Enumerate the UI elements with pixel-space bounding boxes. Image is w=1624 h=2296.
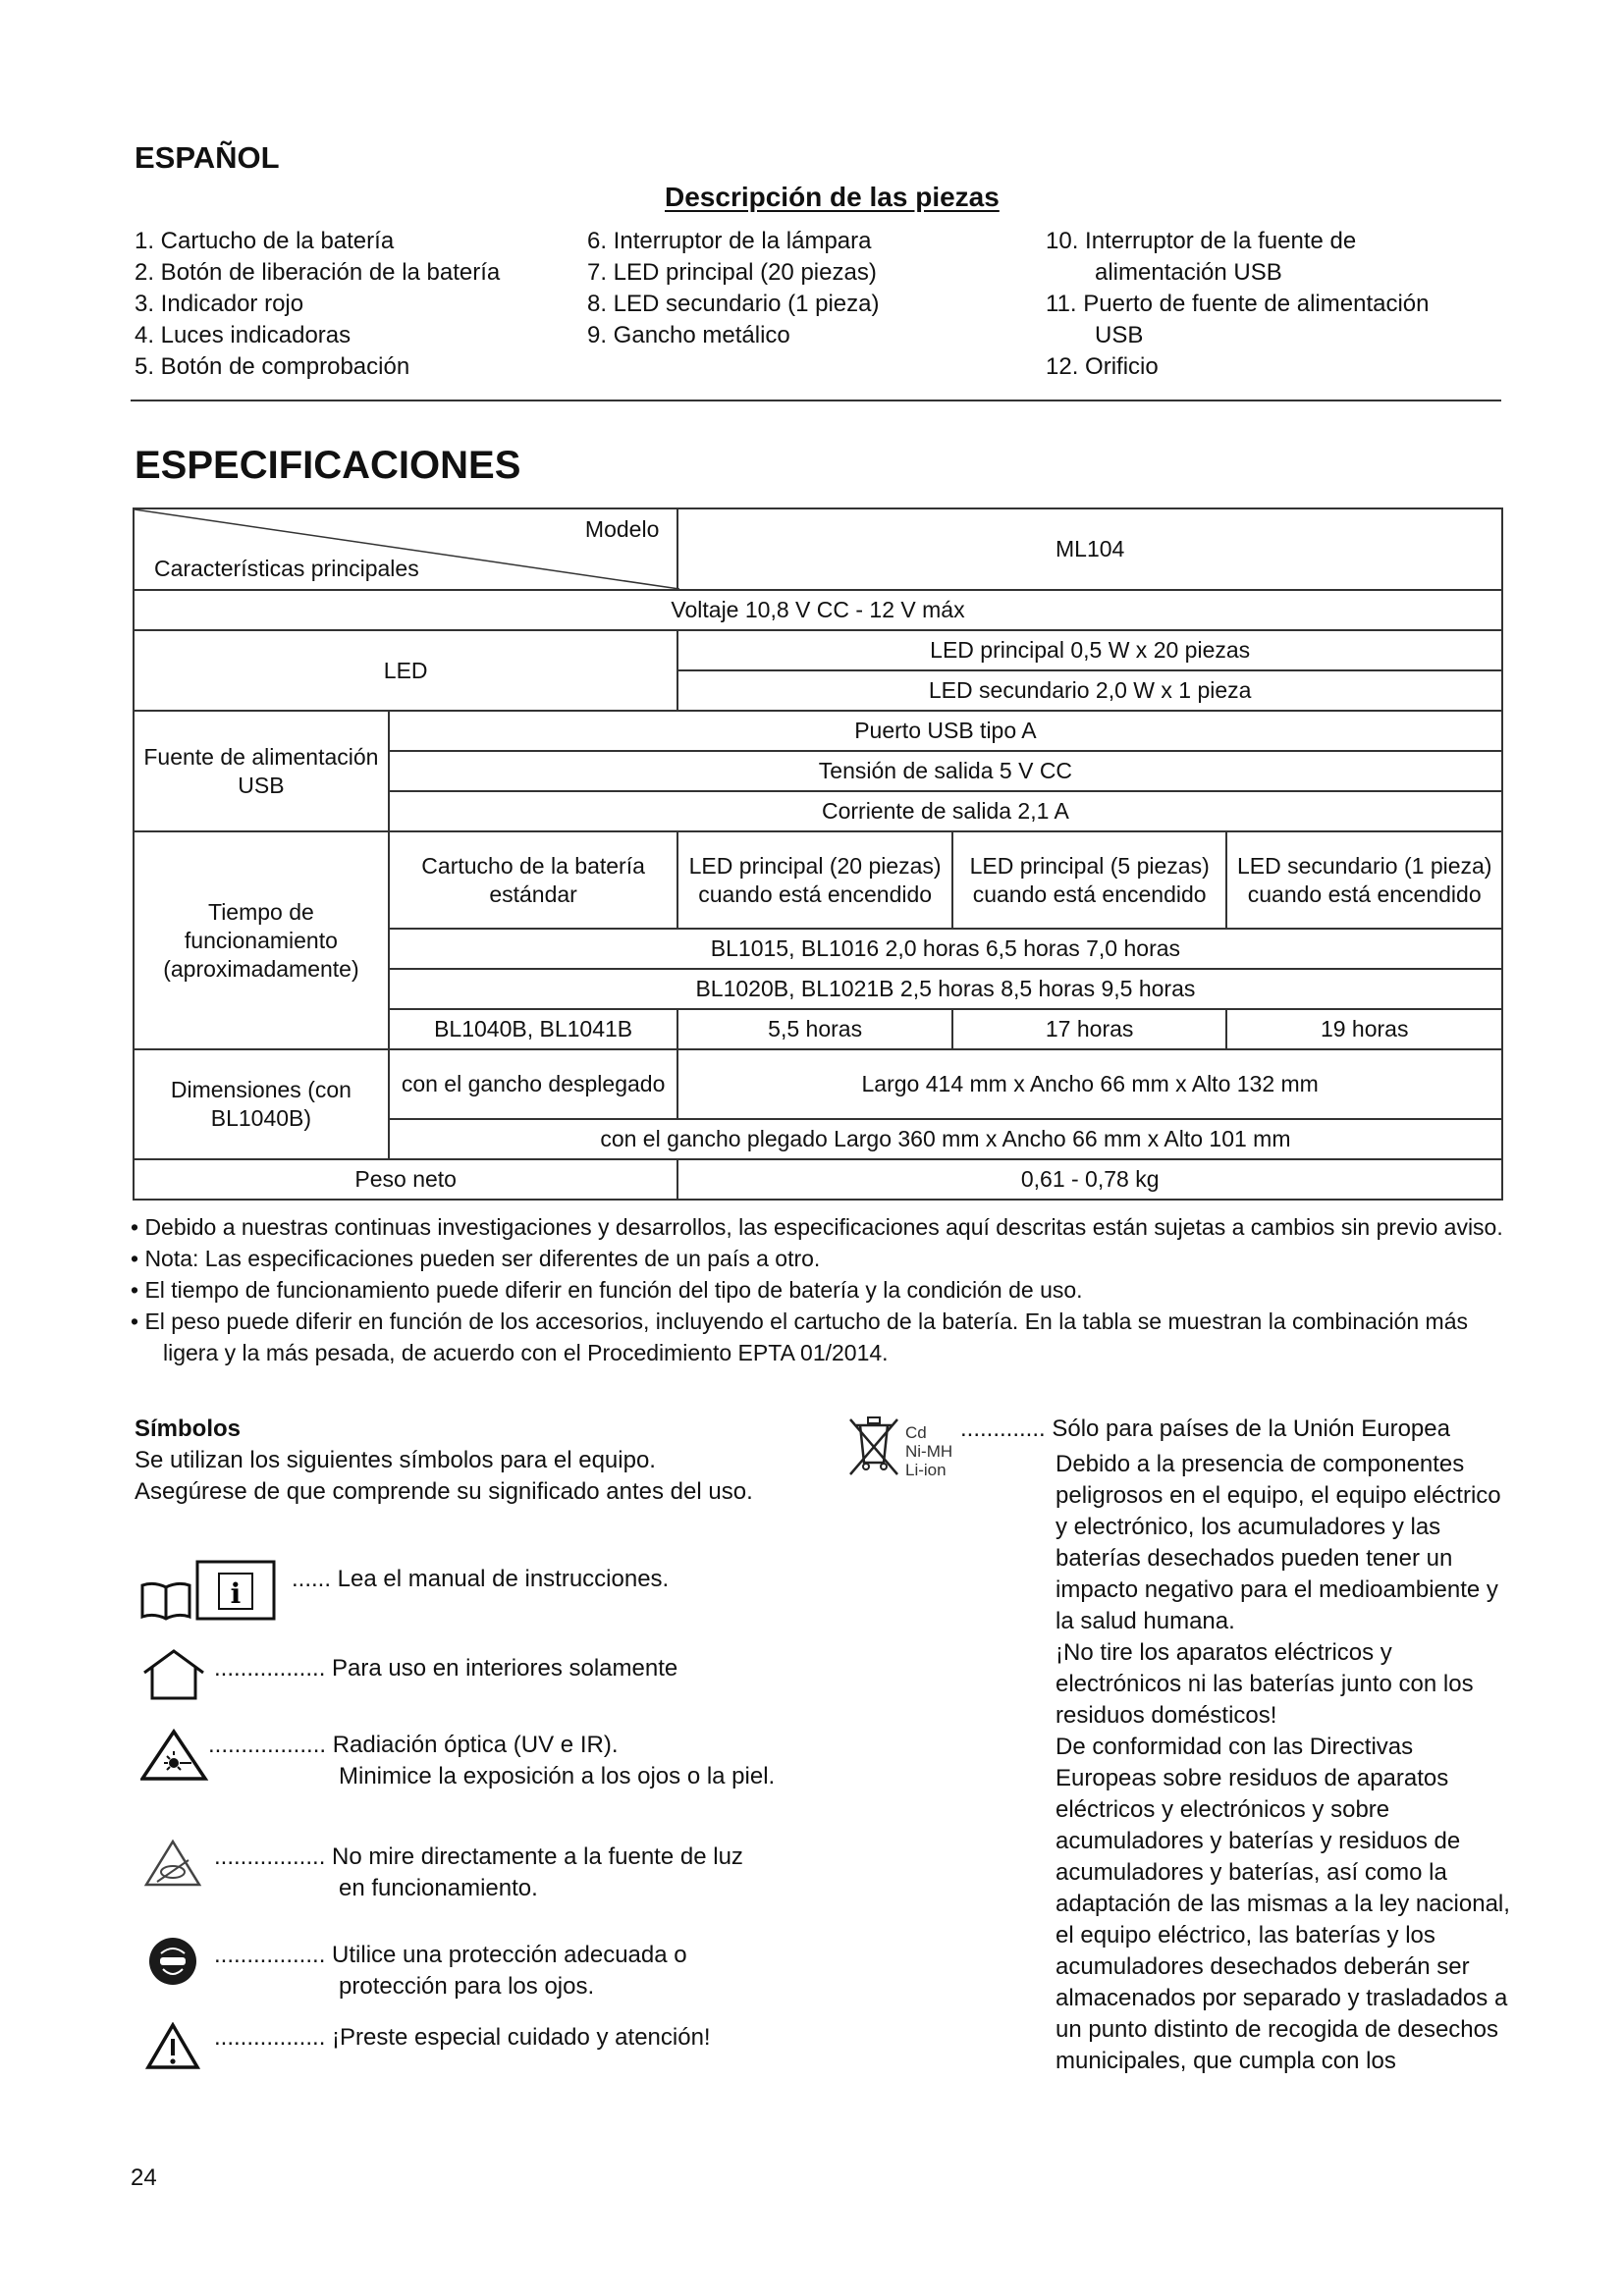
runtime-battery-header: Cartucho de la batería estándar	[389, 831, 678, 929]
runtime-col2-header: LED principal (5 piezas) cuando está encendido	[952, 831, 1227, 929]
part-item: 4. Luces indicadoras	[135, 322, 352, 348]
runtime-label: Tiempo de funcionamiento (aproximadamente)	[134, 831, 389, 1049]
caution-icon	[145, 2022, 200, 2076]
runtime-row-1: BL1015, BL1016 2,0 horas 6,5 horas 7,0 horas	[389, 929, 1502, 969]
parts-column-1	[135, 226, 500, 383]
weee-text	[1056, 1449, 1517, 2077]
header-diagonal-cell	[134, 508, 677, 590]
usb-voltage-row: Tensión de salida 5 V CC	[389, 751, 1502, 791]
runtime-row-3-v3: 19 horas	[1226, 1009, 1502, 1049]
parts-column-2	[587, 226, 880, 351]
part-item: 1. Cartucho de la batería	[135, 228, 395, 254]
voltage-row: Voltaje 10,8 V CC - 12 V máx	[134, 590, 1502, 630]
part-item: alimentación USB	[1095, 259, 1282, 286]
part-item: USB	[1095, 322, 1144, 348]
led-main-value: LED principal 0,5 W x 20 piezas	[677, 630, 1502, 670]
weee-heading: ............. Sólo para países de la Unión Europea	[960, 1415, 1450, 1442]
symbols-title: Símbolos	[135, 1415, 242, 1442]
section-divider	[131, 400, 1501, 401]
weight-value: 0,61 - 0,78 kg	[677, 1159, 1502, 1200]
manual-book-icon	[140, 1558, 288, 1633]
weight-label: Peso neto	[134, 1159, 677, 1200]
part-item: 6. Interruptor de la lámpara	[587, 228, 872, 254]
dimensions-label: Dimensiones (con BL1040B)	[134, 1049, 389, 1159]
weee-paragraph: De conformidad con las Directivas Europeas sobre residuos de aparatos eléctricos y electrónicos y sobre acumuladores y baterías y residuos de acumuladores y baterías, así como la adaptación de las mismas a la ley nacional, el equipo eléctrico, las baterías y los acumuladores desechados deberán ser almacenados por separado y trasladados a un punto distinto de recogida de desechos municipales, que cumpla con los	[1056, 1734, 1510, 2074]
features-label: Características principales	[154, 556, 419, 581]
runtime-col3-header: LED secundario (1 pieza) cuando está encendido	[1226, 831, 1502, 929]
page-number: 24	[131, 2164, 157, 2191]
eye-protection-icon	[147, 1936, 198, 1992]
part-item: 3. Indicador rojo	[135, 291, 304, 317]
dim-deployed-label: con el gancho desplegado	[389, 1049, 678, 1119]
spec-notes	[131, 1211, 1505, 1368]
weee-paragraph: ¡No tire los aparatos eléctricos y electrónicos ni las baterías junto con los residuos domésticos!	[1056, 1639, 1474, 1729]
symbol-no-stare-detail: en funcionamiento.	[339, 1875, 538, 1901]
runtime-col1-header: LED principal (20 piezas) cuando está encendido	[677, 831, 952, 929]
dim-folded-row: con el gancho plegado Largo 360 mm x Ancho 66 mm x Alto 101 mm	[389, 1119, 1502, 1159]
chem-nimh: Ni-MH	[905, 1442, 953, 1461]
parts-column-3	[1046, 226, 1430, 383]
part-item: 5. Botón de comprobación	[135, 353, 410, 380]
part-item: 2. Botón de liberación de la batería	[135, 259, 501, 286]
model-label: Modelo	[584, 516, 660, 542]
symbol-eye-protection: ................. Utilice una protección adecuada o	[214, 1942, 687, 1968]
specs-title: ESPECIFICACIONES	[135, 444, 521, 487]
runtime-row-3-v1: 5,5 horas	[677, 1009, 952, 1049]
symbol-no-stare: ................. No mire directamente a la fuente de luz	[214, 1843, 743, 1870]
runtime-row-3-battery: BL1040B, BL1041B	[389, 1009, 678, 1049]
house-icon	[140, 1647, 209, 1707]
laser-warning-icon	[140, 1728, 209, 1788]
part-item: 12. Orificio	[1046, 353, 1159, 380]
part-item: 9. Gancho metálico	[587, 322, 790, 348]
chem-cd: Cd	[905, 1423, 927, 1442]
note-item: • Nota: Las especificaciones pueden ser diferentes de un país a otro.	[131, 1246, 821, 1271]
svg-text:i: i	[230, 1577, 242, 1610]
part-item: 10. Interruptor de la fuente de	[1046, 228, 1357, 254]
dim-deployed-value: Largo 414 mm x Ancho 66 mm x Alto 132 mm	[677, 1049, 1502, 1119]
usb-label: Fuente de alimentación USB	[134, 711, 389, 831]
symbol-indoor: ................. Para uso en interiores solamente	[214, 1655, 678, 1682]
usb-port-row: Puerto USB tipo A	[389, 711, 1502, 751]
symbol-eye-protection-detail: protección para los ojos.	[339, 1973, 595, 2000]
note-item: • El peso puede diferir en función de los accesorios, incluyendo el cartucho de la batería. En la tabla se muestran la combinación más ligera y la más pesada, de acuerdo con el Procedimiento EPTA 01/2014.	[131, 1308, 1468, 1365]
no-stare-icon	[143, 1839, 202, 1893]
specs-table	[133, 507, 1503, 1201]
symbol-caution: ................. ¡Preste especial cuidado y atención!	[214, 2024, 711, 2051]
usb-current-row: Corriente de salida 2,1 A	[389, 791, 1502, 831]
part-item: 7. LED principal (20 piezas)	[587, 259, 877, 286]
parts-title: Descripción de las piezas	[665, 182, 1000, 212]
chem-liion: Li-ion	[905, 1461, 947, 1479]
runtime-row-2: BL1020B, BL1021B 2,5 horas 8,5 horas 9,5 horas	[389, 969, 1502, 1009]
note-item: • Debido a nuestras continuas investigaciones y desarrollos, las especificaciones aquí descritas están sujetas a cambios sin previo aviso.	[131, 1214, 1503, 1240]
part-item: 11. Puerto de fuente de alimentación	[1046, 291, 1430, 317]
crossed-bin-icon	[846, 1414, 901, 1483]
symbol-read-manual: ...... Lea el manual de instrucciones.	[292, 1566, 670, 1592]
symbol-optical-radiation: .................. Radiación óptica (UV e IR).	[208, 1732, 619, 1758]
part-item: 8. LED secundario (1 pieza)	[587, 291, 880, 317]
battery-chemistry-labels	[905, 1423, 952, 1479]
led-secondary-value: LED secundario 2,0 W x 1 pieza	[677, 670, 1502, 711]
note-item: • El tiempo de funcionamiento puede diferir en función del tipo de batería y la condición de uso.	[131, 1277, 1083, 1303]
weee-paragraph: Debido a la presencia de componentes peligrosos en el equipo, el equipo eléctrico y electrónico, los acumuladores y las baterías desechados pueden tener un impacto negativo para el medioambiente y la salud humana.	[1056, 1451, 1501, 1634]
language-heading: ESPAÑOL	[135, 140, 280, 175]
symbol-optical-radiation-detail: Minimice la exposición a los ojos o la piel.	[339, 1763, 776, 1789]
model-value: ML104	[677, 508, 1502, 590]
runtime-row-3-v2: 17 horas	[952, 1009, 1227, 1049]
led-label: LED	[134, 630, 677, 711]
symbols-intro: Se utilizan los siguientes símbolos para el equipo. Asegúrese de que comprende su significado antes del uso.	[135, 1447, 753, 1505]
